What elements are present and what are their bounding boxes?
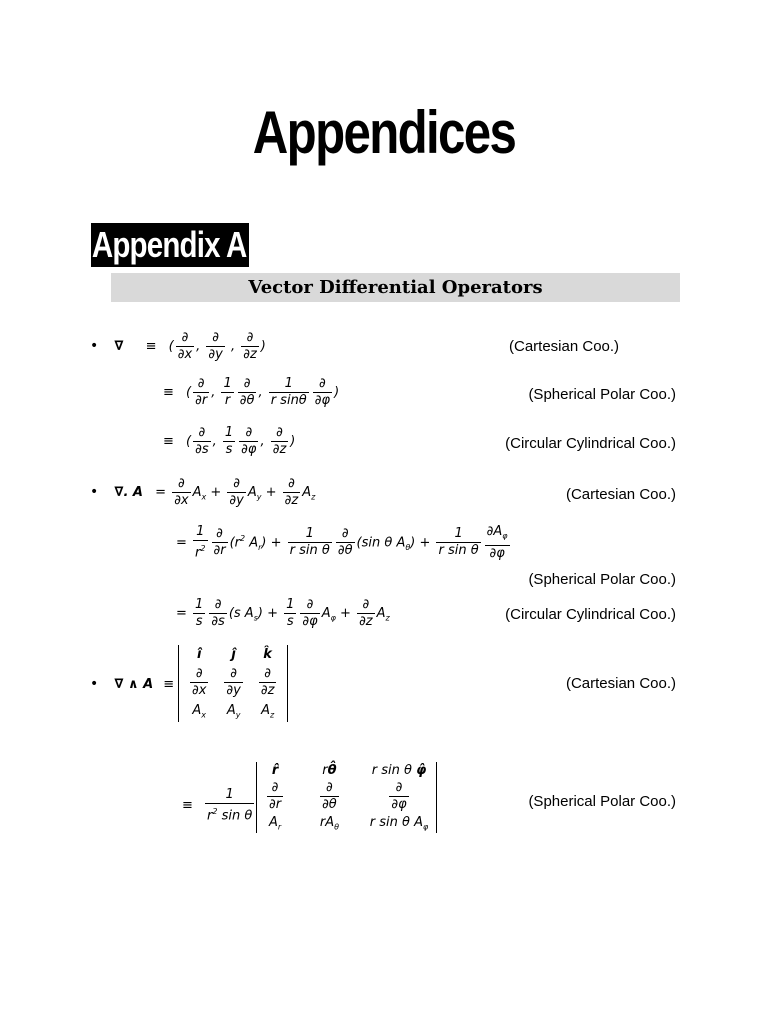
page-title: Appendices <box>252 99 516 166</box>
curl-spherical-label: (Spherical Polar Coo.) <box>528 793 676 810</box>
gradient-cylindrical-label: (Circular Cylindrical Coo.) <box>505 435 676 452</box>
section-heading: Vector Differential Operators <box>111 273 680 302</box>
divergence-cylindrical-label: (Circular Cylindrical Coo.) <box>505 606 676 623</box>
divergence-cartesian-equation: • ∇. A = $\frac{\partial}{\partial x}$ $A_x$ + $\frac{\partial}{\partial y}$ $A_y$ + $\frac{\partial}{\partial z}$ $A_z$ <box>90 476 316 508</box>
divergence-spherical-equation: = $\frac{1}{r^2}$ $\frac{\partial}{\partial r}$ ($r^2$ $A_r$) + $\frac{1}{\text{r sin θ}}$ $\frac{\partial}{\partial\theta}$ (sin θ $A_\theta$) + $\frac{1}{\text{r sin θ}}$ $\frac{\partial A_\varphi}{\partial\varphi}$ <box>176 524 508 561</box>
curl-spherical-prefactor: ≡ $\frac{1}{r^2 \sin \theta}$ <box>182 787 253 824</box>
gradient-spherical-label: (Spherical Polar Coo.) <box>528 386 676 403</box>
divergence-cartesian-label: (Cartesian Coo.) <box>565 486 676 503</box>
curl-cartesian-determinant: î ĵ k̂ $\frac{\partial}{\partial x}$ $\frac{\partial}{\partial y}$ $\frac{\partial}{\partial z}$ $A_x$ $A_y$ $A_z$ <box>178 645 288 722</box>
divergence-cylindrical-equation: = $\frac{1}{s}$ $\frac{\partial}{\partial s}$ (s $A_s$) + $\frac{1}{s}$ $\frac{\partial}{\partial\varphi}$ $A_\varphi$ + $\frac{\partial}{\partial z}$ $A_z$ <box>176 597 390 629</box>
gradient-spherical-equation: ≡ ( $\frac{\partial}{\partial r}$ , $\frac{1}{r}$ $\frac{\partial}{\partial\theta}$ , $\frac{1}{\text{r sinθ}}$ $\frac{\partial}{\partial\varphi}$ ) <box>163 376 340 408</box>
gradient-cartesian-equation: • ∇ ≡ ( $\frac{\partial}{\partial x}$ , $\frac{\partial}{\partial y}$ , $\frac{\partial}{\partial z}$ ) <box>90 330 266 362</box>
divergence-spherical-label: (Spherical Polar Coo.) <box>528 571 676 588</box>
curl-spherical-determinant: r̂ rθ̂ r sin θ φ̂ $\frac{\partial}{\partial r}$ $\frac{\partial}{\partial\theta}$ $\frac{\partial}{\partial\varphi}$ $A_r$ $rA_\theta$ r sin θ $A_\varphi$ <box>256 762 437 833</box>
gradient-cartesian-label: (Cartesian Coo.) <box>509 338 620 355</box>
curl-cartesian-label: (Cartesian Coo.) <box>565 675 676 692</box>
curl-cartesian-lhs: • ∇ ∧ A ≡ <box>90 676 175 692</box>
appendix-label: Appendix A <box>91 223 249 267</box>
gradient-cylindrical-equation: ≡ ( $\frac{\partial}{\partial s}$ , $\frac{1}{s}$ $\frac{\partial}{\partial\varphi}$ , $\frac{\partial}{\partial z}$ ) <box>163 425 296 457</box>
